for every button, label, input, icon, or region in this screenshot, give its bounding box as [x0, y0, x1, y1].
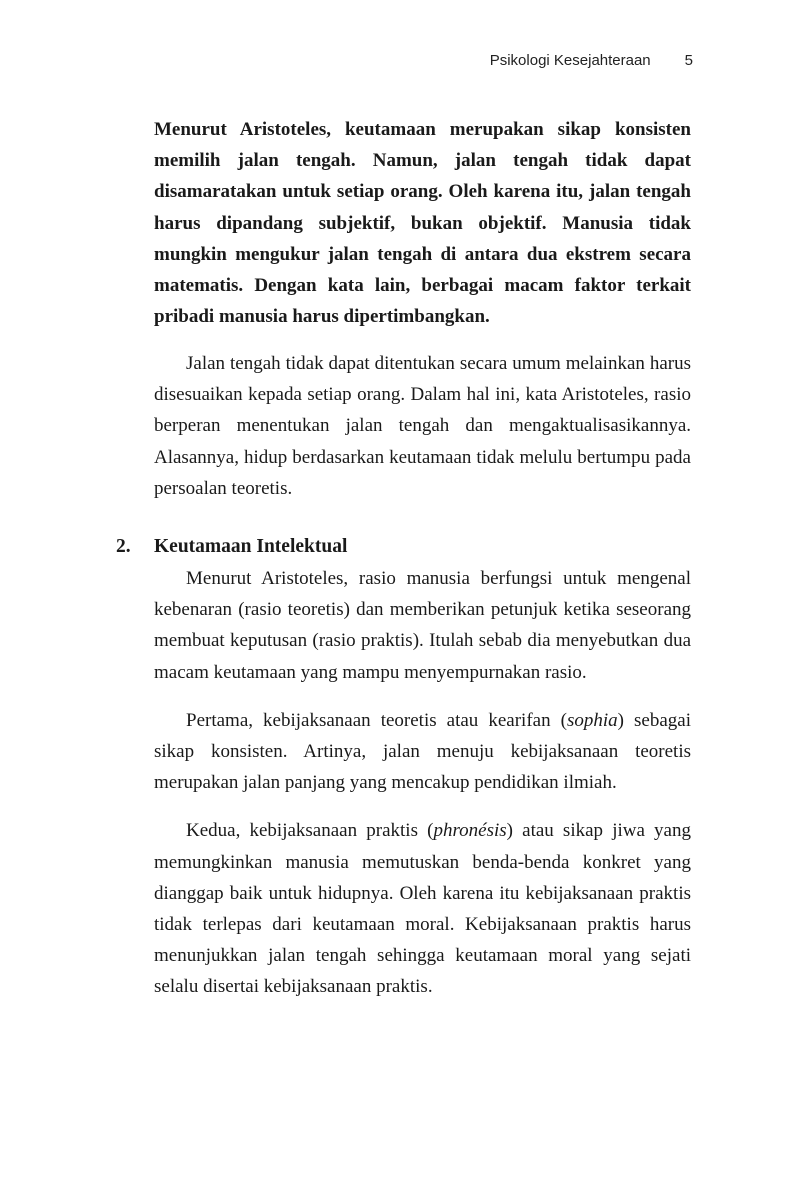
- intro-bold-text: Menurut Aristoteles, keutamaan merupakan sikap konsisten memilih jalan tengah. Namun, jalan tengah tidak dapat disamaratakan untuk setiap orang. Oleh karena itu, jalan tengah harus dipandang subjektif, bukan objektif. Manusia tidak mungkin mengukur jalan tengah di antara dua ekstrem secara matematis. Dengan kata lain, berbagai macam faktor terkait pribadi manusia harus dipertimbangkan.: [154, 119, 691, 328]
- paragraph-4: [154, 815, 691, 1002]
- paragraph-3: [154, 705, 691, 799]
- term-sophia: sophia: [566, 709, 618, 731]
- paragraph-2-text: Menurut Aristoteles, rasio manusia berfungsi untuk mengenal kebenaran (rasio teoretis) dan memberikan petunjuk ketika seseorang membuat keputusan (rasio praktis). Itulah sebab dia menyebutkan dua macam keutamaan yang mampu menyempurnakan rasio.: [154, 568, 691, 683]
- section-number: 2.: [116, 536, 131, 557]
- term-phronesis: phronésis: [433, 820, 507, 842]
- paragraph-4-after: ) atau sikap jiwa yang memungkinkan manusia memutuskan benda-benda konkret yang dianggap baik untuk hidupnya. Oleh karena itu kebijaksanaan praktis tidak terlepas dari keutamaan moral. Kebijaksanaan praktis harus menunjukkan jalan tengah sehingga keutamaan moral yang sejati selalu disertai kebijaksanaan praktis.: [154, 820, 691, 998]
- page-number: 5: [684, 52, 693, 69]
- paragraph-3-before: Pertama, kebijaksanaan teoretis atau kearifan (: [186, 709, 567, 731]
- running-title: Psikologi Kesejahteraan: [489, 52, 651, 69]
- intro-bold-paragraph: [154, 114, 691, 332]
- section-title: Keutamaan Intelektual: [154, 536, 348, 557]
- paragraph-3-after: ) sebagai sikap konsisten. Artinya, jalan menuju kebijaksanaan teoretis merupakan jalan panjang yang mencakup pendidikan ilmiah.: [154, 709, 691, 794]
- paragraph-4-before: Kedua, kebijaksanaan praktis (: [186, 820, 434, 842]
- paragraph-1-text: Jalan tengah tidak dapat ditentukan secara umum melainkan harus disesuaikan kepada setiap orang. Dalam hal ini, kata Aristoteles, rasio berperan menentukan jalan tengah dan mengaktualisasikannya. Alasannya, hidup berdasarkan keutamaan tidak melulu bertumpu pada persoalan teoretis.: [154, 353, 691, 499]
- section-body: [154, 563, 691, 1003]
- section-heading: [116, 531, 347, 562]
- running-header: [400, 52, 693, 69]
- paragraph-jalan-tengah: [154, 348, 691, 504]
